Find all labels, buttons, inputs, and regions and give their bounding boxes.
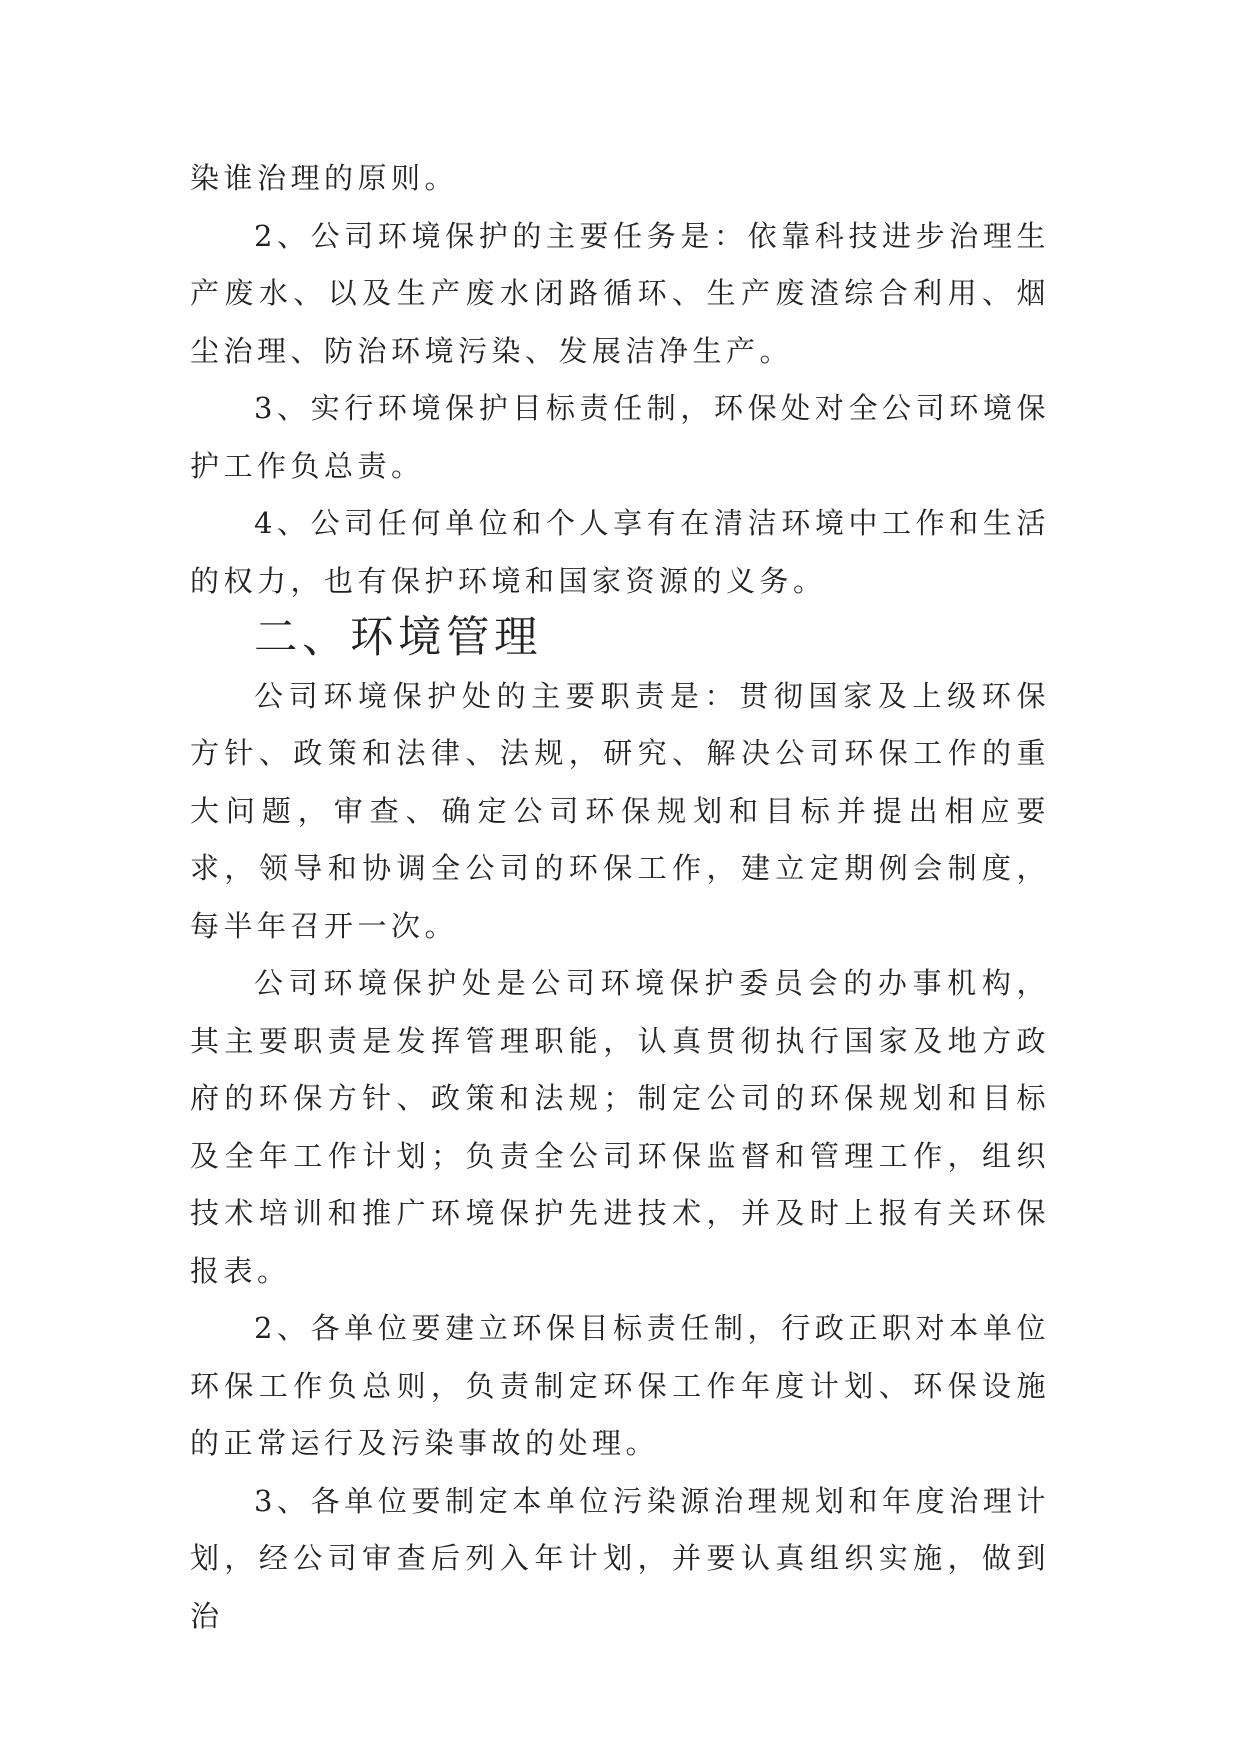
paragraph-item-3-target-responsibility: 3、实行环境保护目标责任制，环保处对全公司环境保护工作负总责。 bbox=[190, 391, 1050, 483]
paragraph-continuation: 染谁治理的原则。 bbox=[190, 161, 459, 195]
document-page bbox=[190, 150, 1050, 1645]
paragraph-office-duties: 公司环境保护处的主要职责是：贯彻国家及上级环保方针、政策和法律、法规，研究、解决公司环保工作的重大问题，审查、确定公司环保规划和目标并提出相应要求，领导和协调全公司的环保工作，建立定期例会制度，每半年召开一次。 bbox=[190, 678, 1050, 943]
paragraph-office-agency: 公司环境保护处是公司环境保护委员会的办事机构，其主要职责是发挥管理职能，认真贯彻执行国家及地方政府的环保方针、政策和法规；制定公司的环保规划和目标及全年工作计划；负责全公司环保监督和管理工作，组织技术培训和推广环境保护先进技术，并及时上报有关环保报表。 bbox=[190, 966, 1050, 1288]
paragraph-item-4-rights-duties: 4、公司任何单位和个人享有在清洁环境中工作和生活的权力，也有保护环境和国家资源的义务。 bbox=[190, 506, 1050, 598]
paragraph-item-2-main-tasks: 2、公司环境保护的主要任务是：依靠科技进步治理生产废水、以及生产废水闭路循环、生产废渣综合利用、烟尘治理、防治环境污染、发展洁净生产。 bbox=[190, 218, 1050, 368]
paragraph-item-2-unit-responsibility: 2、各单位要建立环保目标责任制，行政正职对本单位环保工作负总则，负责制定环保工作年度计划、环保设施的正常运行及污染事故的处理。 bbox=[190, 1311, 1050, 1460]
paragraph-item-3-pollution-plan: 3、各单位要制定本单位污染源治理规划和年度治理计划，经公司审查后列入年计划，并要认真组织实施，做到治 bbox=[190, 1483, 1050, 1633]
section-heading-environment-management: 二、环境管理 bbox=[254, 613, 542, 663]
